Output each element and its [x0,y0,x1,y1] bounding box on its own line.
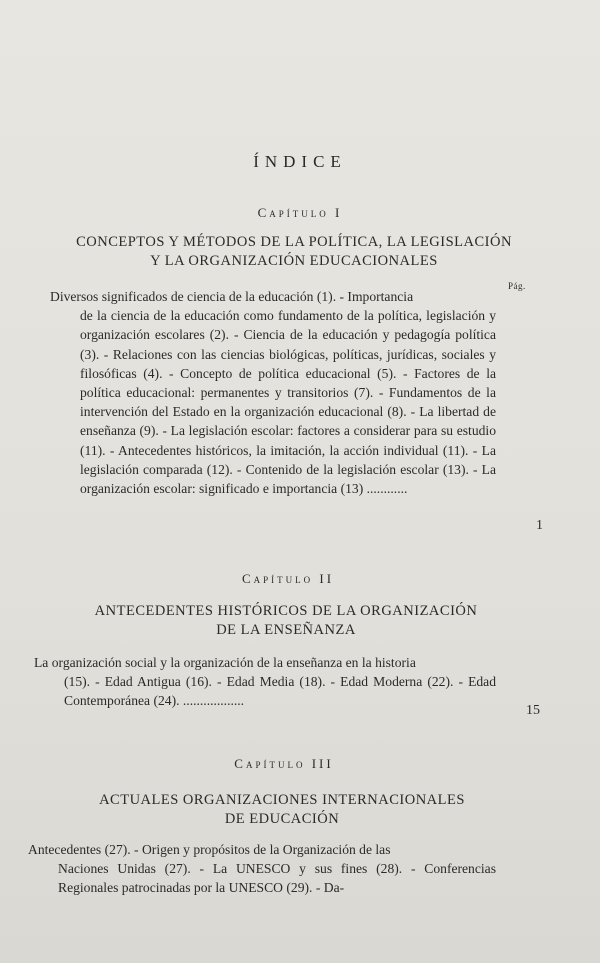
chapter-2-title-line-2: DE LA ENSEÑANZA [216,622,356,638]
chapter-1-title-line-2: Y LA ORGANIZACIÓN EDUCACIONALES [150,253,438,269]
chapter-2-label: Capítulo II [241,571,335,586]
index-title: ÍNDICE [253,152,347,171]
chapter-1-entry-rest: de la ciencia de la educación como fundamento de la política, legislación y organización escolares (2). - Ciencia de la educación y pedagogía política (3). - Relaciones con las ciencias biológicas, políticas, jurídicas, sociales y filosóficas (4). - Concepto de política educacional (5). - Factores de la política educacional: permanentes y transitorios (7). - Fundamentos de la intervención del Estado en la organización educacional (8). - La libertad de enseñanza (9). - La legislación escolar: factores a considerar para su estudio (11). - Antecedentes históricos, la imitación, la acción individual (11). - La legislación comparada (12). - Contenido de la legislación escolar (13). - La organización escolar: significado e importancia (13) ............ [80,308,496,497]
chapter-3-title-line-1: ACTUALES ORGANIZACIONES INTERNACIONALES [99,792,465,808]
chapter-1-label: Capítulo I [257,205,343,220]
chapter-3-title [0,791,582,829]
page-column-label: Pág. [508,281,526,291]
chapter-3-entry-first-line: Antecedentes (27). - Origen y propósitos de la Organización de las [28,842,391,857]
chapter-2-entry-first-line: La organización social y la organización de la enseñanza en la historia [34,655,416,670]
chapter-1-entry [50,287,496,498]
chapter-3-label: Capítulo III [234,756,334,771]
chapter-1-title-line-1: CONCEPTOS Y MÉTODOS DE LA POLÍTICA, LA LEGISLACIÓN [76,234,512,250]
chapter-3-entry [28,840,496,898]
chapter-3-title-line-2: DE EDUCACIÓN [224,811,340,827]
chapter-1-page-number: 1 [536,518,543,533]
chapter-1-entry-first-line: Diversos significados de ciencia de la educación (1). - Importancia [50,289,414,304]
chapter-2-title [0,602,586,640]
chapter-2-title-line-1: ANTECEDENTES HISTÓRICOS DE LA ORGANIZACIÓN [94,603,478,619]
chapter-2-page-number: 15 [526,703,540,718]
chapter-1-title [0,233,594,271]
chapter-2-entry [34,653,496,711]
chapter-3-entry-rest: Naciones Unidas (27). - La UNESCO y sus fines (28). - Conferencias Regionales patrocinadas por la UNESCO (29). - Da- [58,861,496,896]
chapter-2-entry-rest: (15). - Edad Antigua (16). - Edad Media (18). - Edad Moderna (22). - Edad Contemporánea (24). .................. [64,674,496,709]
